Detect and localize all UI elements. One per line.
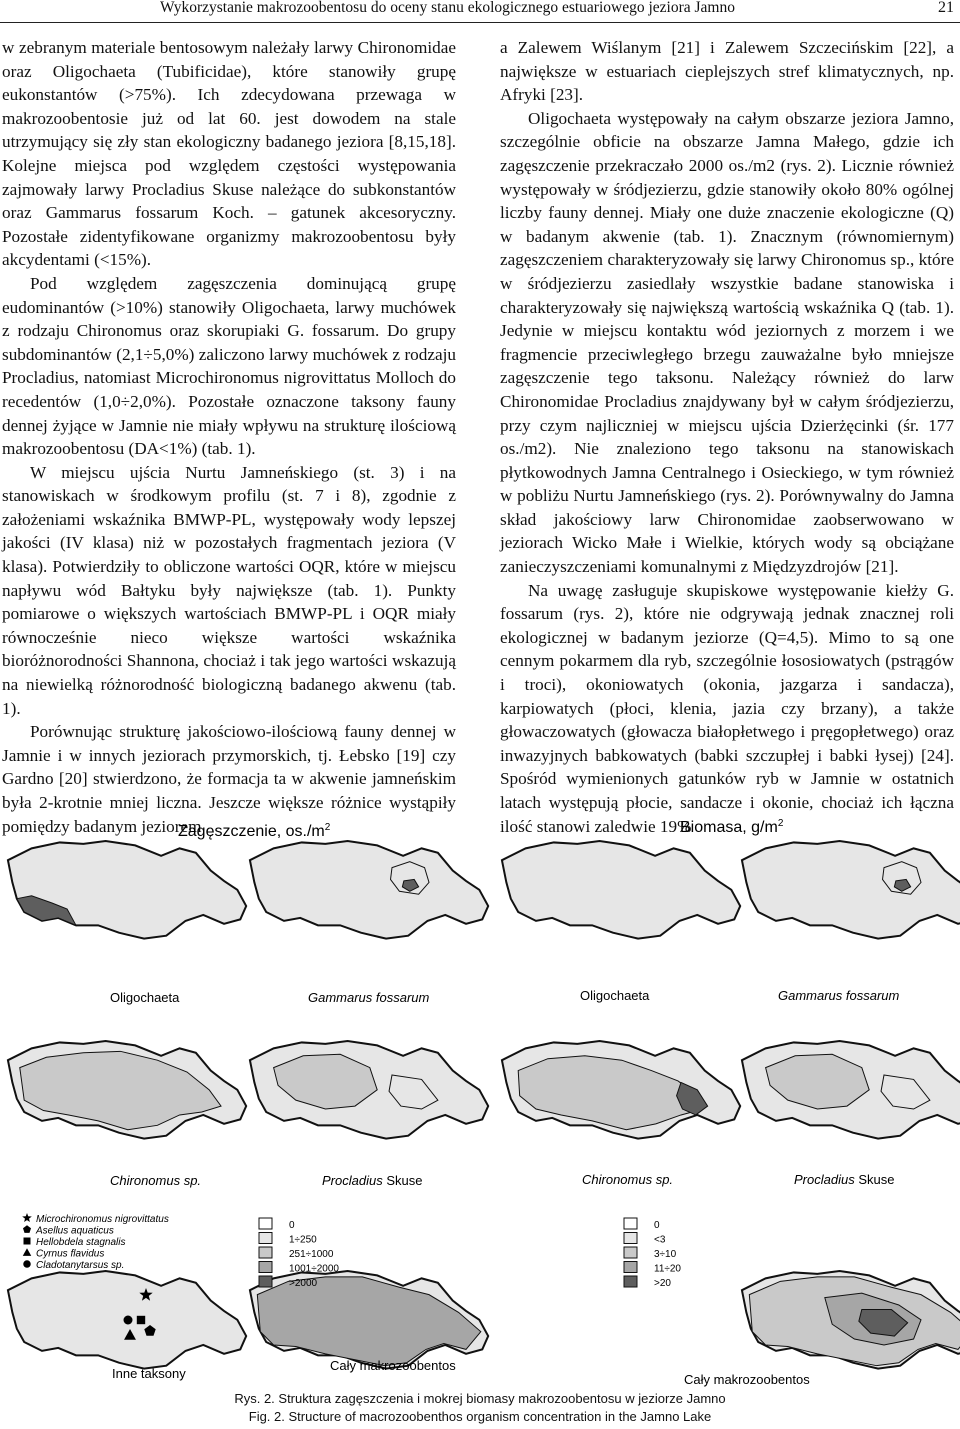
taxa-legend-label: Asellus aquaticus [36,1225,114,1237]
map-total-biomass [742,1271,960,1369]
legend-swatch [259,1276,272,1287]
star-icon [22,1213,32,1222]
taxa-legend-label: Cladotanytarsus sp. [36,1260,125,1271]
page-number: 21 [938,0,954,16]
label-oligochaeta-b: Oligochaeta [580,988,650,1003]
legend-label: 1001÷2000 [289,1263,339,1275]
legend-label: 11÷20 [654,1263,681,1275]
taxa-legend-label: Cyrnus flavidus [36,1248,105,1260]
right-text-column [500,36,954,838]
biomass-legend [624,1218,681,1289]
label-total: Cały makrozoobentos [330,1358,456,1373]
label-chironomus-b: Chironomus sp. [582,1172,674,1187]
legend-swatch [624,1218,637,1229]
left-text-column [2,36,456,838]
taxa-legend-label: Microchironomus nigrovittatus [36,1214,169,1225]
label-procladius-genus: Procladius [322,1173,383,1188]
label-procladius-author: Skuse [382,1173,423,1188]
pentagon-icon [23,1225,31,1233]
legend-swatch [259,1218,272,1229]
circle-icon [124,1316,133,1325]
map-chironomus-density [8,1041,246,1139]
legend-swatch [259,1233,272,1244]
circle-icon [23,1260,31,1268]
lake-outline [742,841,960,939]
taxa-legend [22,1213,169,1271]
running-title: Wykorzystanie makrozoobentosu do oceny stanu ekologicznego estuariowego jeziora Jamno [160,0,735,16]
map-procladius-biomass [742,1041,960,1139]
lake-outline [8,841,246,939]
map-gammarus-density [250,841,488,939]
paragraph: a Zalewem Wiślanym [21] i Zalewem Szczecińskim [22], a największe w estuariach cieplejszych stref klimatycznych, np. Afryki [23]. [500,38,954,105]
label-procladius-author-b: Skuse [854,1172,895,1187]
paragraph: Oligochaeta występowały na całym obszarze jeziora Jamno, szczególnie obficie na obszarze Jamna Małego, gdzie ich zagęszczenie przekraczało 2000 os./m2 (rys. 2). Licznie również występowały w śródjezierzu, gdzie stanowiły około 80% ogólnej liczby fauny dennej. Miały one duże znaczenie ekologiczne (Q) w badanym akwenie (tab. 1). Znacznym (równomiernym) zagęszczeniem charakteryzowały się larwy Chironomus sp., które w śródjezierzu zasiedlały wszystkie badane stanowiska i charakteryzowały się największą wartością wskaźnika Q (tab. 1). Jedynie w miejscu kontaktu wód jeziornych z morzem i we fragmencie przeciwległego brzegu zauważalne było mniejsze zagęszczenie tego taksonu. Należący również do larw Chironomidae Procladius znajdywany był w całym śródjezierzu, przy czym najliczniej w miejscu ujścia Dzierżęcinki (śr. 177 os./m2). Nie znaleziono tego taksonu na stanowiskach płytkowodnych Jamna Centralnego i Osieckiego, w tym również w pobliżu Nurtu Jamneńskiego (rys. 2). Porównywalny do Jamna skład jakościowy larw Chironomidae zaobserwowano w jeziorach Wicko Małe i Wielkie, których wody są obciążane zanieczyszczeniami komunalnymi z Międzyzdrojów [21]. [500,108,954,577]
figure-2 [0,808,960,1429]
panel-title-density: Zagęszczenie, $os./m^2$ [178,822,331,840]
legend-label: 1÷250 [289,1234,317,1246]
legend-label: 0 [289,1220,295,1231]
paragraph: Na uwagę zasługuje skupiskowe występowanie kiełży G. fossarum (rys. 2), które nie odgrywają jednak znacznej roli ekologicznej w badanym jeziorze (Q=4,5). Mimo to są one cennym pokarmem dla ryb, szczególnie łososiowatych (pstrągów i troci), okoniowatych (okonia, jazgarza i sandacza), karpiowatych (płoci, klenia, jazia czy brzany), a także głowaczowatych (głowacza białopłetwego i pręgopłetwego) oraz inwazyjnych babkowatych (babki szczupłej i babki łysej) [24]. Spośród wymienionych gatunków ryb w Jamnie w ostatnich latach występują płocie, sandacze i okonie, chociaż ich łączna ilość stanowi zaledwie 19% [500,580,954,836]
legend-label: >2000 [289,1278,318,1289]
figure-caption-en: Fig. 2. Structure of macrozoobenthos organism concentration in the Jamno Lake [248,1409,712,1424]
running-header [0,0,960,23]
legend-label: >20 [654,1278,671,1289]
map-gammarus-biomass [742,841,960,939]
legend-label: 3÷10 [654,1249,677,1260]
paragraph: Pod względem zagęszczenia dominującą grupę eudominantów (>10%) stanowiły Oligochaeta, larwy muchówek z rodzaju Chironomus oraz skorupiaki G. fossarum. Do grupy subdominantów (2,1÷5,0%) zaliczono larwy muchówek z rodzaju Procladius, natomiast Microchironomus nigrovittatus Molloch do recedentów (1,0÷2,0%). Pozostałe oznaczone taksony fauny dennej żyjące w Jamnie nie miały wpływu na strukturę ilościową makrozoobentosu (DA<1%) (tab. 1). [2,273,456,459]
superscript: 2 [324,822,331,833]
label-gammarus: Gammarus fossarum [308,990,430,1005]
lake-outline [250,841,488,939]
density-zone [257,1277,480,1366]
map-total-density [250,1271,488,1369]
legend-swatch [259,1262,272,1273]
label-gammarus-b: Gammarus fossarum [778,988,900,1003]
panel-title-biomass: Biomasa, $g/m^2$ [680,818,784,836]
legend-swatch [624,1276,637,1287]
label-procladius-b [794,1172,894,1187]
label-chironomus: Chironomus sp. [110,1173,202,1188]
legend-swatch [624,1262,637,1273]
triangle-icon [23,1248,32,1256]
paragraph: w zebranym materiale bentosowym należały larwy Chironomidae oraz Oligochaeta (Tubificidae), które stanowiły grupę eukonstantów (>75%). Ich zdecydowana przewaga w makrozoobentosie już od lat 60. jest dowodem na stale utrzymujący się zły stan ekologiczny badanego jeziora [8,15,18]. Kolejne miejsca pod względem częstości występowania zajmowały larwy Procladius Skuse należące do subkonstantów oraz Gammarus fossarum Koch. – gatunek akcesoryczny. Pozostałe zidentyfikowane organizmy makrozoobentosu były akcydentami (<15%). [2,38,456,270]
label-other-taxa: Inne taksony [112,1366,186,1381]
legend-swatch [259,1247,272,1258]
paragraph: W miejscu ujścia Nurtu Jamneńskiego (st. 3) i na stanowiskach w środkowym profilu (st. 7 i 8), zgodnie z założeniami wskaźnika BMWP-PL, występowały wody lepszej jakości (IV klasa) niż w pozostałych fragmentach jeziora (V klasa). Potwierdziły to obliczone wartości OQR, które w miejscu napływu wód Bałtyku były największe (tab. 1). Punkty pomiarowe o większych wartościach BMWP-PL i OQR miały równocześnie nieco większe wartości wskaźnika bioróżnorodności Shannona, chociaż i tak jego wartości wskazują na niewielką różnorodność biologiczną badanego akwenu (tab. 1). [2,462,456,718]
figure-caption-pl: Rys. 2. Struktura zagęszczenia i mokrej biomasy makrozoobentosu w jeziorze Jamno [234,1391,726,1406]
map-procladius-density [250,1041,488,1139]
map-chironomus-biomass [502,1041,740,1139]
label-procladius-genus-b: Procladius [794,1172,855,1187]
taxa-legend-label: Hellobdela stagnalis [36,1237,126,1248]
map-oligochaeta-biomass [502,841,740,939]
legend-swatch [624,1233,637,1244]
label-procladius [322,1173,422,1188]
label-total-b: Cały makrozoobentos [684,1372,810,1387]
paragraph: Porównując strukturę jakościowo-ilościową fauny dennej w Jamnie i w innych jeziorach przymorskich, tj. Łebsko [19] czy Gardno [20] stwierdzono, że formacja ta w akwenie jamneńskim była 2-krotnie mniej liczna. Jeszcze większe różnice wystąpiły pomiędzy badanym jeziorem [2,722,456,836]
legend-label: 251÷1000 [289,1249,334,1260]
legend-swatch [624,1247,637,1258]
legend-label: 0 [654,1220,660,1231]
superscript: 2 [777,818,784,829]
legend-label: <3 [654,1234,666,1246]
map-oligochaeta-density [8,841,246,939]
square-icon [24,1238,31,1245]
label-oligochaeta: Oligochaeta [110,990,180,1005]
square-icon [137,1316,145,1324]
lake-outline [502,841,740,939]
